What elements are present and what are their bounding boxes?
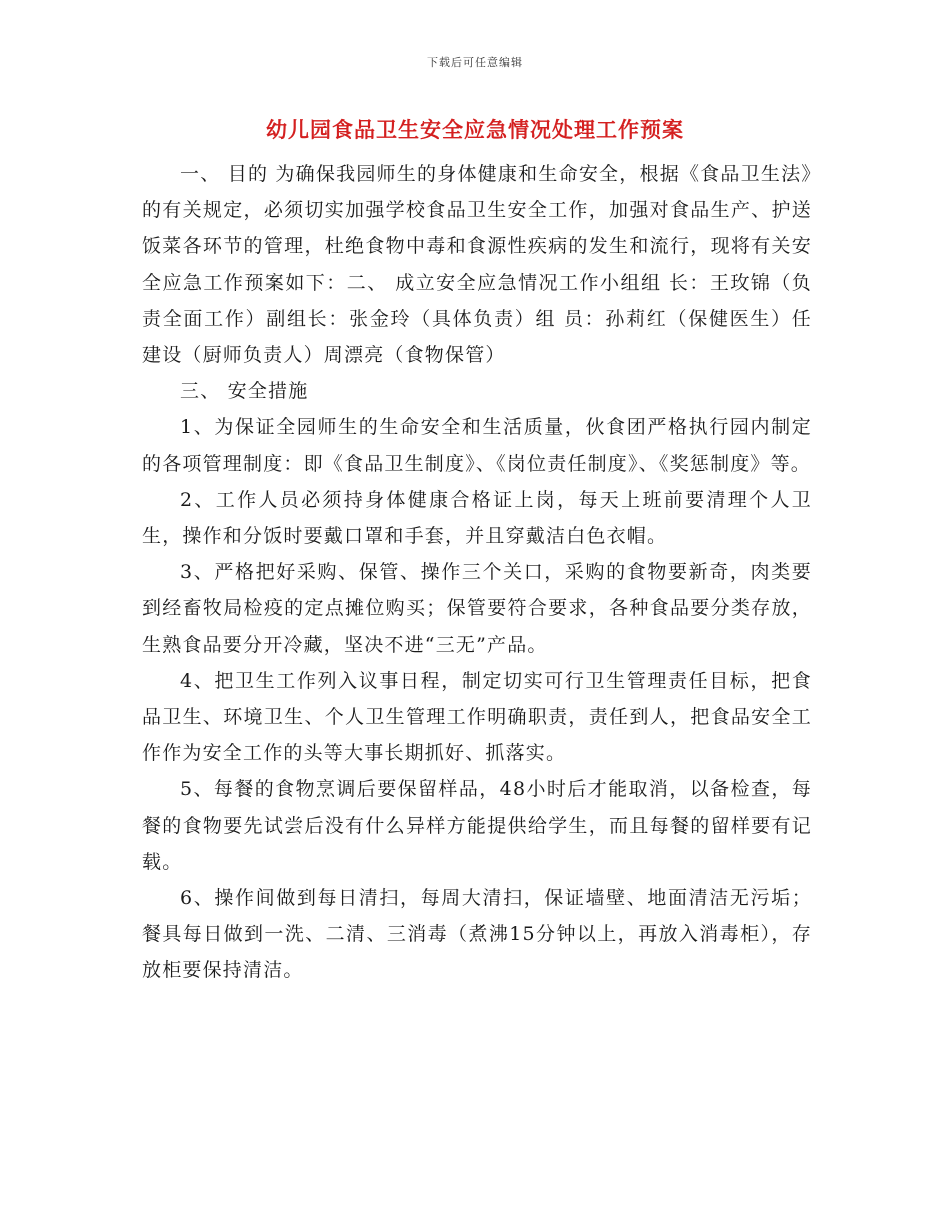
paragraph-purpose-and-team: 一、 目的 为确保我园师生的身体健康和生命安全，根据《食品卫生法》的有关规定，必须切实加强学校食品卫生安全工作，加强对食品生产、护送饭菜各环节的管理，杜绝食物中毒和食源性疾病的发生和流行，现将有关安全应急工作预案如下：二、 成立安全应急情况工作小组组 长：王玫锦（负责全面工作）副组长：张金玲（具体负责）组 员：孙莉红（保健医生）任建设（厨师负责人）周漂亮（食物保管） bbox=[142, 163, 812, 367]
paragraph-measure-1: 1、为保证全园师生的生命安全和生活质量，伙食团严格执行园内制定的各项管理制度：即《食品卫生制度》、《岗位责任制度》、《奖惩制度》等。 bbox=[142, 416, 812, 475]
paragraph-measure-6: 6、操作间做到每日清扫，每周大清扫，保证墙壁、地面清洁无污垢；餐具每日做到一洗、二清、三消毒（煮沸15分钟以上，再放入消毒柜），存放柜要保持清洁。 bbox=[142, 887, 812, 982]
paragraph-measure-4: 4、把卫生工作列入议事日程，制定切实可行卫生管理责任目标，把食品卫生、环境卫生、个人卫生管理工作明确职责，责任到人，把食品安全工作作为安全工作的头等大事长期抓好、抓落实。 bbox=[142, 669, 812, 765]
header-note: 下载后可任意编辑 bbox=[427, 56, 523, 69]
document-title: 幼儿园食品卫生安全应急情况处理工作预案 bbox=[266, 118, 684, 142]
paragraph-measure-2: 2、工作人员必须持身体健康合格证上岗，每天上班前要清理个人卫生，操作和分饭时要戴口罩和手套，并且穿戴洁白色衣帽。 bbox=[142, 488, 812, 548]
document-body bbox=[142, 156, 812, 989]
paragraph-measure-3: 3、严格把好采购、保管、操作三个关口，采购的食物要新奇，肉类要到经畜牧局检疫的定点摊位购买；保管要符合要求，各种食品要分类存放，生熟食品要分开冷藏，坚决不进“三无”产品。 bbox=[142, 561, 812, 656]
paragraph-measure-5: 5、每餐的食物烹调后要保留样品，48小时后才能取消，以备检查，每餐的食物要先试尝后没有什么异样方能提供给学生，而且每餐的留样要有记载。 bbox=[142, 778, 812, 873]
paragraph-measures-heading: 三、 安全措施 bbox=[180, 380, 309, 403]
